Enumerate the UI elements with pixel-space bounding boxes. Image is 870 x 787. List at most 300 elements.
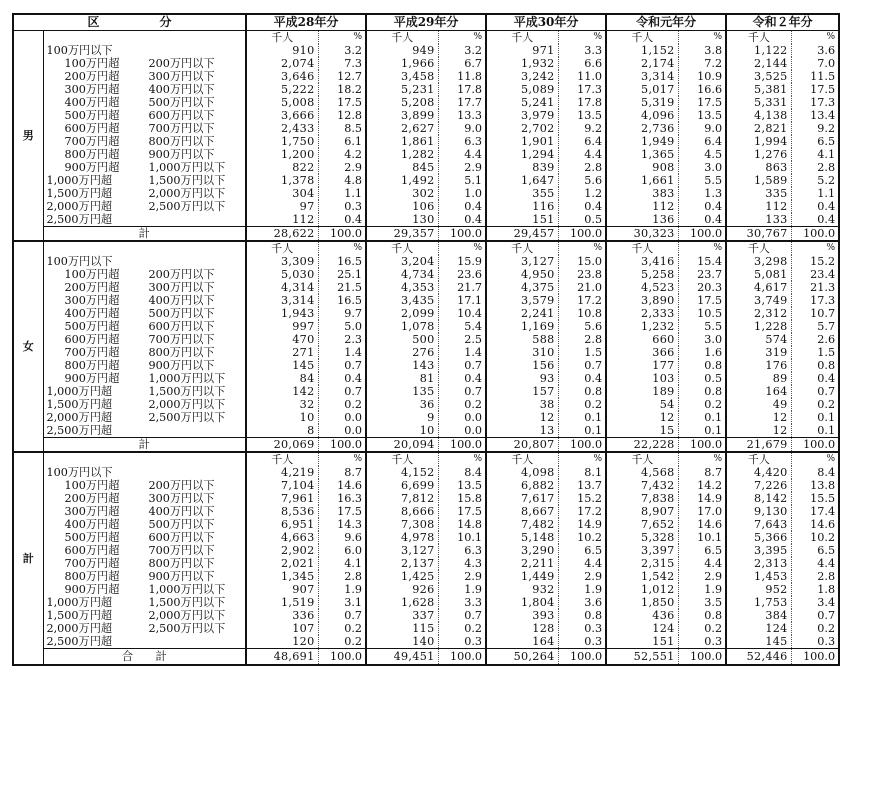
percent-cell: 0.4 <box>558 372 606 385</box>
count-cell: 4,096 <box>606 109 678 122</box>
percent-cell: 4.4 <box>438 148 486 161</box>
total-percent-cell: 100.0 <box>791 649 839 666</box>
income-bracket-label <box>43 424 246 438</box>
unit-thousand-label: 千人 <box>486 452 558 466</box>
bracket-upper: 1,500万円以下 <box>148 596 226 609</box>
percent-cell: 4.4 <box>678 557 726 570</box>
percent-cell: 6.6 <box>558 57 606 70</box>
bracket-lower: 800万円超 <box>64 570 120 583</box>
unit-percent-label: % <box>438 31 486 45</box>
bracket-upper: 300万円以下 <box>148 70 215 83</box>
total-count-cell: 30,323 <box>606 227 678 242</box>
unit-percent-label: % <box>678 452 726 466</box>
percent-cell: 0.7 <box>438 359 486 372</box>
percent-cell: 0.4 <box>318 372 366 385</box>
percent-cell: 0.1 <box>791 424 839 438</box>
percent-cell: 17.5 <box>791 83 839 96</box>
count-cell: 1,542 <box>606 570 678 583</box>
table-row <box>13 135 839 148</box>
percent-cell: 0.2 <box>318 635 366 649</box>
percent-cell: 0.0 <box>318 411 366 424</box>
bracket-upper: 1,000万円以下 <box>148 372 226 385</box>
table-row <box>13 268 839 281</box>
percent-cell: 0.7 <box>318 385 366 398</box>
count-cell: 366 <box>606 346 678 359</box>
percent-cell: 2.9 <box>438 161 486 174</box>
bracket-lower: 700万円超 <box>64 135 120 148</box>
percent-cell: 15.2 <box>791 255 839 268</box>
percent-cell: 17.3 <box>791 294 839 307</box>
count-cell: 470 <box>246 333 318 346</box>
income-bracket-label <box>43 466 246 479</box>
bracket-upper: 400万円以下 <box>148 83 215 96</box>
percent-cell: 0.8 <box>558 385 606 398</box>
count-cell: 5,208 <box>366 96 438 109</box>
count-cell: 3,397 <box>606 544 678 557</box>
count-cell: 5,008 <box>246 96 318 109</box>
percent-cell: 0.1 <box>678 411 726 424</box>
percent-cell: 4.4 <box>558 148 606 161</box>
count-cell: 3,899 <box>366 109 438 122</box>
bracket-lower: 2,000万円超 <box>46 622 113 635</box>
percent-cell: 0.3 <box>678 635 726 649</box>
count-cell: 3,525 <box>726 70 791 83</box>
total-count-cell: 22,228 <box>606 438 678 453</box>
income-bracket-label <box>43 531 246 544</box>
percent-cell: 3.2 <box>438 44 486 57</box>
bracket-lower: 600万円超 <box>64 122 120 135</box>
year-header: 令和２年分 <box>726 14 839 31</box>
count-cell: 6,699 <box>366 479 438 492</box>
count-cell: 4,138 <box>726 109 791 122</box>
subtotal-label: 計 <box>43 438 246 453</box>
count-cell: 12 <box>606 411 678 424</box>
total-percent-cell: 100.0 <box>438 649 486 666</box>
count-cell: 337 <box>366 609 438 622</box>
count-cell: 2,736 <box>606 122 678 135</box>
bracket-lower: 600万円超 <box>64 544 120 557</box>
count-cell: 1,628 <box>366 596 438 609</box>
table-row <box>13 385 839 398</box>
count-cell: 136 <box>606 213 678 227</box>
bracket-lower: 1,500万円超 <box>46 609 113 622</box>
income-bracket-label <box>43 492 246 505</box>
bracket-lower: 1,500万円超 <box>46 398 113 411</box>
income-bracket-label <box>43 135 246 148</box>
count-cell: 1,232 <box>606 320 678 333</box>
percent-cell: 0.1 <box>558 424 606 438</box>
count-cell: 7,838 <box>606 492 678 505</box>
count-cell: 1,012 <box>606 583 678 596</box>
percent-cell: 1.9 <box>558 583 606 596</box>
income-bracket-label <box>43 398 246 411</box>
percent-cell: 4.8 <box>318 174 366 187</box>
bracket-lower: 100万円超 <box>64 479 120 492</box>
count-cell: 393 <box>486 609 558 622</box>
bracket-upper: 600万円以下 <box>148 109 215 122</box>
bracket-lower: 800万円超 <box>64 148 120 161</box>
income-bracket-label <box>43 359 246 372</box>
percent-cell: 17.3 <box>791 96 839 109</box>
percent-cell: 0.2 <box>678 398 726 411</box>
bracket-upper: 300万円以下 <box>148 281 215 294</box>
table-row <box>13 596 839 609</box>
section-category: 女 <box>13 241 43 452</box>
percent-cell: 16.5 <box>318 294 366 307</box>
bracket-upper: 700万円以下 <box>148 544 215 557</box>
income-bracket-label <box>43 505 246 518</box>
unit-thousand-label: 千人 <box>366 241 438 255</box>
percent-cell: 1.3 <box>678 187 726 200</box>
count-cell: 8,907 <box>606 505 678 518</box>
percent-cell: 2.9 <box>438 570 486 583</box>
count-cell: 1,425 <box>366 570 438 583</box>
percent-cell: 0.8 <box>678 359 726 372</box>
count-cell: 588 <box>486 333 558 346</box>
unit-row <box>13 241 839 255</box>
count-cell: 4,523 <box>606 281 678 294</box>
bracket-upper: 800万円以下 <box>148 557 215 570</box>
count-cell: 5,331 <box>726 96 791 109</box>
total-count-cell: 52,551 <box>606 649 678 666</box>
income-bracket-label <box>43 479 246 492</box>
table-row <box>13 531 839 544</box>
count-cell: 949 <box>366 44 438 57</box>
count-cell: 1,365 <box>606 148 678 161</box>
count-cell: 3,290 <box>486 544 558 557</box>
percent-cell: 2.8 <box>791 570 839 583</box>
header-row <box>13 14 839 31</box>
percent-cell: 3.0 <box>678 161 726 174</box>
percent-cell: 6.5 <box>558 544 606 557</box>
percent-cell: 10.5 <box>678 307 726 320</box>
income-bracket-label <box>43 148 246 161</box>
percent-cell: 3.6 <box>791 44 839 57</box>
unit-thousand-label: 千人 <box>486 31 558 45</box>
total-percent-cell: 100.0 <box>318 649 366 666</box>
percent-cell: 1.8 <box>791 583 839 596</box>
count-cell: 5,222 <box>246 83 318 96</box>
count-cell: 1,200 <box>246 148 318 161</box>
count-cell: 355 <box>486 187 558 200</box>
percent-cell: 3.5 <box>678 596 726 609</box>
table-row <box>13 583 839 596</box>
percent-cell: 10.7 <box>791 307 839 320</box>
count-cell: 2,312 <box>726 307 791 320</box>
total-count-cell: 28,622 <box>246 227 318 242</box>
count-cell: 164 <box>726 385 791 398</box>
percent-cell: 2.9 <box>318 161 366 174</box>
percent-cell: 14.3 <box>318 518 366 531</box>
section-category: 男 <box>13 31 43 242</box>
total-percent-cell: 100.0 <box>558 227 606 242</box>
count-cell: 124 <box>726 622 791 635</box>
table-row <box>13 109 839 122</box>
percent-cell: 0.8 <box>678 609 726 622</box>
count-cell: 7,643 <box>726 518 791 531</box>
unit-row-spacer <box>43 241 246 255</box>
percent-cell: 5.1 <box>438 174 486 187</box>
count-cell: 5,241 <box>486 96 558 109</box>
table-row <box>13 372 839 385</box>
subtotal-row <box>13 438 839 453</box>
count-cell: 112 <box>726 200 791 213</box>
count-cell: 1,861 <box>366 135 438 148</box>
count-cell: 3,127 <box>366 544 438 557</box>
income-bracket-label <box>43 161 246 174</box>
percent-cell: 13.7 <box>558 479 606 492</box>
unit-thousand-label: 千人 <box>606 31 678 45</box>
table-row <box>13 294 839 307</box>
count-cell: 115 <box>366 622 438 635</box>
count-cell: 910 <box>246 44 318 57</box>
percent-cell: 0.8 <box>558 609 606 622</box>
percent-cell: 0.2 <box>318 398 366 411</box>
percent-cell: 0.3 <box>558 635 606 649</box>
count-cell: 1,492 <box>366 174 438 187</box>
percent-cell: 6.5 <box>678 544 726 557</box>
count-cell: 8,142 <box>726 492 791 505</box>
count-cell: 907 <box>246 583 318 596</box>
income-bracket-label <box>43 281 246 294</box>
income-bracket-label <box>43 609 246 622</box>
bracket-lower: 2,000万円超 <box>46 411 113 424</box>
table-row <box>13 255 839 268</box>
percent-cell: 0.7 <box>438 609 486 622</box>
bracket-upper: 200万円以下 <box>148 479 215 492</box>
percent-cell: 14.6 <box>791 518 839 531</box>
count-cell: 5,089 <box>486 83 558 96</box>
income-bracket-label <box>43 109 246 122</box>
bracket-lower: 200万円超 <box>64 281 120 294</box>
percent-cell: 2.8 <box>558 161 606 174</box>
bracket-upper: 1,000万円以下 <box>148 583 226 596</box>
count-cell: 128 <box>486 622 558 635</box>
unit-percent-label: % <box>438 241 486 255</box>
unit-thousand-label: 千人 <box>606 241 678 255</box>
count-cell: 2,333 <box>606 307 678 320</box>
unit-thousand-label: 千人 <box>726 452 791 466</box>
table-row <box>13 174 839 187</box>
table-row <box>13 307 839 320</box>
count-cell: 7,308 <box>366 518 438 531</box>
percent-cell: 14.6 <box>678 518 726 531</box>
percent-cell: 23.8 <box>558 268 606 281</box>
percent-cell: 7.0 <box>791 57 839 70</box>
count-cell: 8,667 <box>486 505 558 518</box>
income-bracket-label <box>43 122 246 135</box>
unit-thousand-label: 千人 <box>726 31 791 45</box>
percent-cell: 1.1 <box>791 187 839 200</box>
bracket-upper: 300万円以下 <box>148 492 215 505</box>
income-bracket-label <box>43 411 246 424</box>
count-cell: 9 <box>366 411 438 424</box>
count-cell: 384 <box>726 609 791 622</box>
count-cell: 822 <box>246 161 318 174</box>
bracket-lower: 1,000万円超 <box>46 174 113 187</box>
percent-cell: 20.3 <box>678 281 726 294</box>
income-bracket-label <box>43 320 246 333</box>
count-cell: 1,804 <box>486 596 558 609</box>
bracket-lower: 100万円超 <box>64 268 120 281</box>
percent-cell: 17.3 <box>558 83 606 96</box>
income-bracket-label <box>43 635 246 649</box>
count-cell: 3,309 <box>246 255 318 268</box>
count-cell: 1,949 <box>606 135 678 148</box>
percent-cell: 6.1 <box>318 135 366 148</box>
percent-cell: 0.2 <box>558 398 606 411</box>
table-row <box>13 281 839 294</box>
percent-cell: 17.8 <box>438 83 486 96</box>
income-bracket-label <box>43 307 246 320</box>
percent-cell: 18.2 <box>318 83 366 96</box>
total-percent-cell: 100.0 <box>318 438 366 453</box>
bracket-upper: 800万円以下 <box>148 346 215 359</box>
count-cell: 5,381 <box>726 83 791 96</box>
total-percent-cell: 100.0 <box>791 438 839 453</box>
count-cell: 156 <box>486 359 558 372</box>
percent-cell: 6.3 <box>438 135 486 148</box>
count-cell: 54 <box>606 398 678 411</box>
count-cell: 103 <box>606 372 678 385</box>
count-cell: 3,435 <box>366 294 438 307</box>
count-cell: 49 <box>726 398 791 411</box>
count-cell: 176 <box>726 359 791 372</box>
percent-cell: 0.4 <box>791 372 839 385</box>
count-cell: 130 <box>366 213 438 227</box>
count-cell: 2,313 <box>726 557 791 570</box>
count-cell: 4,663 <box>246 531 318 544</box>
percent-cell: 8.1 <box>558 466 606 479</box>
count-cell: 5,366 <box>726 531 791 544</box>
percent-cell: 0.1 <box>558 411 606 424</box>
count-cell: 2,627 <box>366 122 438 135</box>
count-cell: 3,979 <box>486 109 558 122</box>
percent-cell: 5.7 <box>791 320 839 333</box>
count-cell: 2,902 <box>246 544 318 557</box>
count-cell: 997 <box>246 320 318 333</box>
percent-cell: 17.4 <box>791 505 839 518</box>
count-cell: 3,749 <box>726 294 791 307</box>
percent-cell: 10.2 <box>558 531 606 544</box>
bracket-lower: 500万円超 <box>64 109 120 122</box>
percent-cell: 3.8 <box>678 44 726 57</box>
percent-cell: 10.1 <box>678 531 726 544</box>
grand-total-row <box>13 649 839 666</box>
percent-cell: 0.2 <box>438 398 486 411</box>
percent-cell: 0.4 <box>318 213 366 227</box>
bracket-upper: 1,500万円以下 <box>148 385 226 398</box>
percent-cell: 14.2 <box>678 479 726 492</box>
count-cell: 3,416 <box>606 255 678 268</box>
count-cell: 3,666 <box>246 109 318 122</box>
unit-row-spacer <box>43 452 246 466</box>
percent-cell: 4.5 <box>678 148 726 161</box>
count-cell: 4,617 <box>726 281 791 294</box>
count-cell: 4,219 <box>246 466 318 479</box>
count-cell: 6,882 <box>486 479 558 492</box>
count-cell: 1,519 <box>246 596 318 609</box>
percent-cell: 15.0 <box>558 255 606 268</box>
count-cell: 1,453 <box>726 570 791 583</box>
unit-percent-label: % <box>558 31 606 45</box>
table-row <box>13 83 839 96</box>
bracket-lower: 2,500万円超 <box>46 213 113 226</box>
unit-percent-label: % <box>318 31 366 45</box>
unit-percent-label: % <box>558 452 606 466</box>
bracket-upper: 800万円以下 <box>148 135 215 148</box>
bracket-lower: 500万円超 <box>64 320 120 333</box>
percent-cell: 0.4 <box>438 213 486 227</box>
count-cell: 926 <box>366 583 438 596</box>
total-percent-cell: 100.0 <box>558 649 606 666</box>
count-cell: 5,081 <box>726 268 791 281</box>
percent-cell: 0.2 <box>318 622 366 635</box>
count-cell: 32 <box>246 398 318 411</box>
income-bracket-label <box>43 518 246 531</box>
percent-cell: 14.6 <box>318 479 366 492</box>
percent-cell: 1.4 <box>318 346 366 359</box>
percent-cell: 9.7 <box>318 307 366 320</box>
percent-cell: 8.5 <box>318 122 366 135</box>
total-count-cell: 52,446 <box>726 649 791 666</box>
bracket-lower: 700万円超 <box>64 557 120 570</box>
percent-cell: 5.5 <box>678 174 726 187</box>
bracket-lower: 300万円超 <box>64 83 120 96</box>
percent-cell: 21.7 <box>438 281 486 294</box>
percent-cell: 15.4 <box>678 255 726 268</box>
count-cell: 3,314 <box>606 70 678 83</box>
bracket-lower: 600万円超 <box>64 333 120 346</box>
total-count-cell: 50,264 <box>486 649 558 666</box>
percent-cell: 3.6 <box>558 596 606 609</box>
count-cell: 4,353 <box>366 281 438 294</box>
income-bracket-label <box>43 187 246 200</box>
table-row <box>13 411 839 424</box>
count-cell: 81 <box>366 372 438 385</box>
count-cell: 3,395 <box>726 544 791 557</box>
count-cell: 116 <box>486 200 558 213</box>
bracket-upper: 500万円以下 <box>148 518 215 531</box>
percent-cell: 9.2 <box>791 122 839 135</box>
count-cell: 1,345 <box>246 570 318 583</box>
count-cell: 3,458 <box>366 70 438 83</box>
bracket-upper: 2,500万円以下 <box>148 200 226 213</box>
count-cell: 145 <box>246 359 318 372</box>
percent-cell: 6.4 <box>558 135 606 148</box>
percent-cell: 13.5 <box>558 109 606 122</box>
count-cell: 135 <box>366 385 438 398</box>
income-bracket-label <box>43 622 246 635</box>
unit-percent-label: % <box>438 452 486 466</box>
table-row <box>13 635 839 649</box>
percent-cell: 1.4 <box>438 346 486 359</box>
income-bracket-label <box>43 557 246 570</box>
percent-cell: 11.0 <box>558 70 606 83</box>
income-bracket-label <box>43 57 246 70</box>
percent-cell: 13.5 <box>438 479 486 492</box>
total-count-cell: 30,767 <box>726 227 791 242</box>
percent-cell: 1.9 <box>438 583 486 596</box>
count-cell: 189 <box>606 385 678 398</box>
percent-cell: 6.5 <box>791 544 839 557</box>
percent-cell: 0.8 <box>678 385 726 398</box>
count-cell: 4,152 <box>366 466 438 479</box>
count-cell: 93 <box>486 372 558 385</box>
total-percent-cell: 100.0 <box>558 438 606 453</box>
grand-total-label: 合 計 <box>43 649 246 666</box>
percent-cell: 0.7 <box>558 359 606 372</box>
